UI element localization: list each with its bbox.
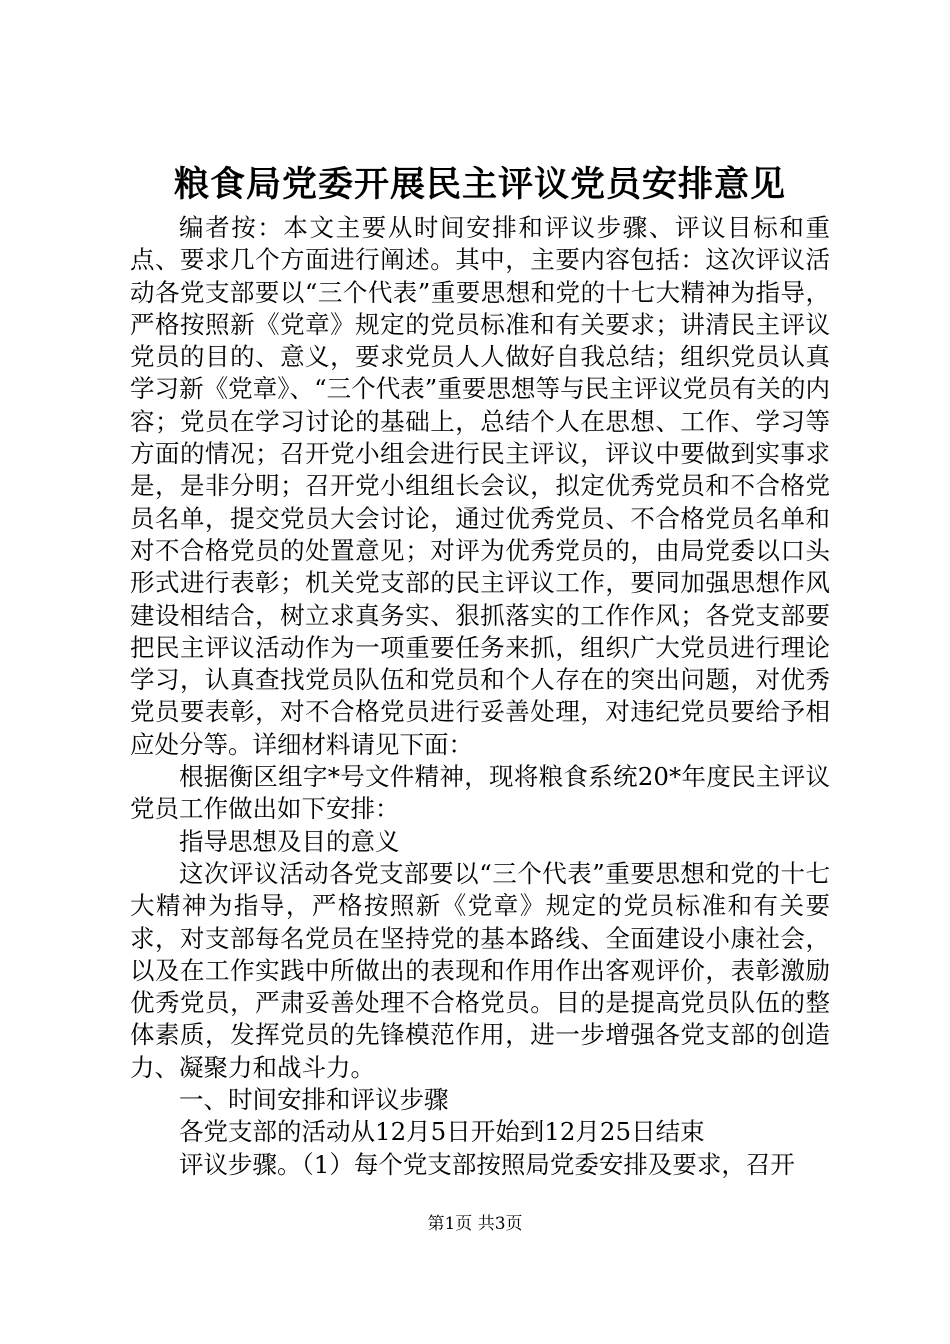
editor-note-paragraph: 编者按：本文主要从时间安排和评议步骤、评议目标和重点、要求几个方面进行阐述。其中，主要内容包括：这次评议活动各党支部要以“三个代表”重要思想和党的十七大精神为指导，严格按照新《党章》规定的党员标准和有关要求；讲清民主评议党员的目的、意义，要求党员人人做好自我总结；组织党员认真学习新《党章》、“三个代表”重要思想等与民主评议党员有关的内容；党员在学习讨论的基础上，总结个人在思想、工作、学习等方面的情况；召开党小组会进行民主评议，评议中要做到实事求是，是非分明；召开党小组组长会议，拟定优秀党员和不合格党员名单，提交党员大会讨论，通过优秀党员、不合格党员名单和对不合格党员的处置意见；对评为优秀党员的，由局党委以口头形式进行表彰；机关党支部的民主评议工作，要同加强思想作风建设相结合，树立求真务实、狠抓落实的工作作风；各党支部要把民主评议活动作为一项重要任务来抓，组织广大党员进行理论学习，认真查找党员队伍和党员和个人存在的突出问题，对优秀党员要表彰，对不合格党员进行妥善处理，对违纪党员要给予相应处分等。详细材料请见下面： xyxy=(130,213,830,759)
document-title: 粮食局党委开展民主评议党员安排意见 xyxy=(173,164,786,205)
document-page xyxy=(130,160,830,1181)
guidance-paragraph: 这次评议活动各党支部要以“三个代表”重要思想和党的十七大精神为指导，严格按照新《党章》规定的党员标准和有关要求，对支部每名党员在坚持党的基本路线、全面建设小康社会，以及在工作实践中所做出的表现和作用作出客观评价，表彰激励优秀党员，严肃妥善处理不合格党员。目的是提高党员队伍的整体素质，发挥党员的先锋模范作用，进一步增强各党支部的创造力、凝聚力和战斗力。 xyxy=(130,858,830,1082)
steps-paragraph: 评议步骤。（1）每个党支部按照局党委安排及要求，召开 xyxy=(179,1149,795,1179)
schedule-paragraph: 各党支部的活动从12月5日开始到12月25日结束 xyxy=(179,1117,705,1147)
intro-paragraph: 根据衡区组字*号文件精神，现将粮食系统20*年度民主评议党员工作做出如下安排： xyxy=(130,762,830,824)
section-heading-guidance: 指导思想及目的意义 xyxy=(179,826,400,856)
section-heading-schedule: 一、时间安排和评议步骤 xyxy=(179,1085,449,1115)
page-footer: 第1页 共3页 xyxy=(427,1214,523,1234)
